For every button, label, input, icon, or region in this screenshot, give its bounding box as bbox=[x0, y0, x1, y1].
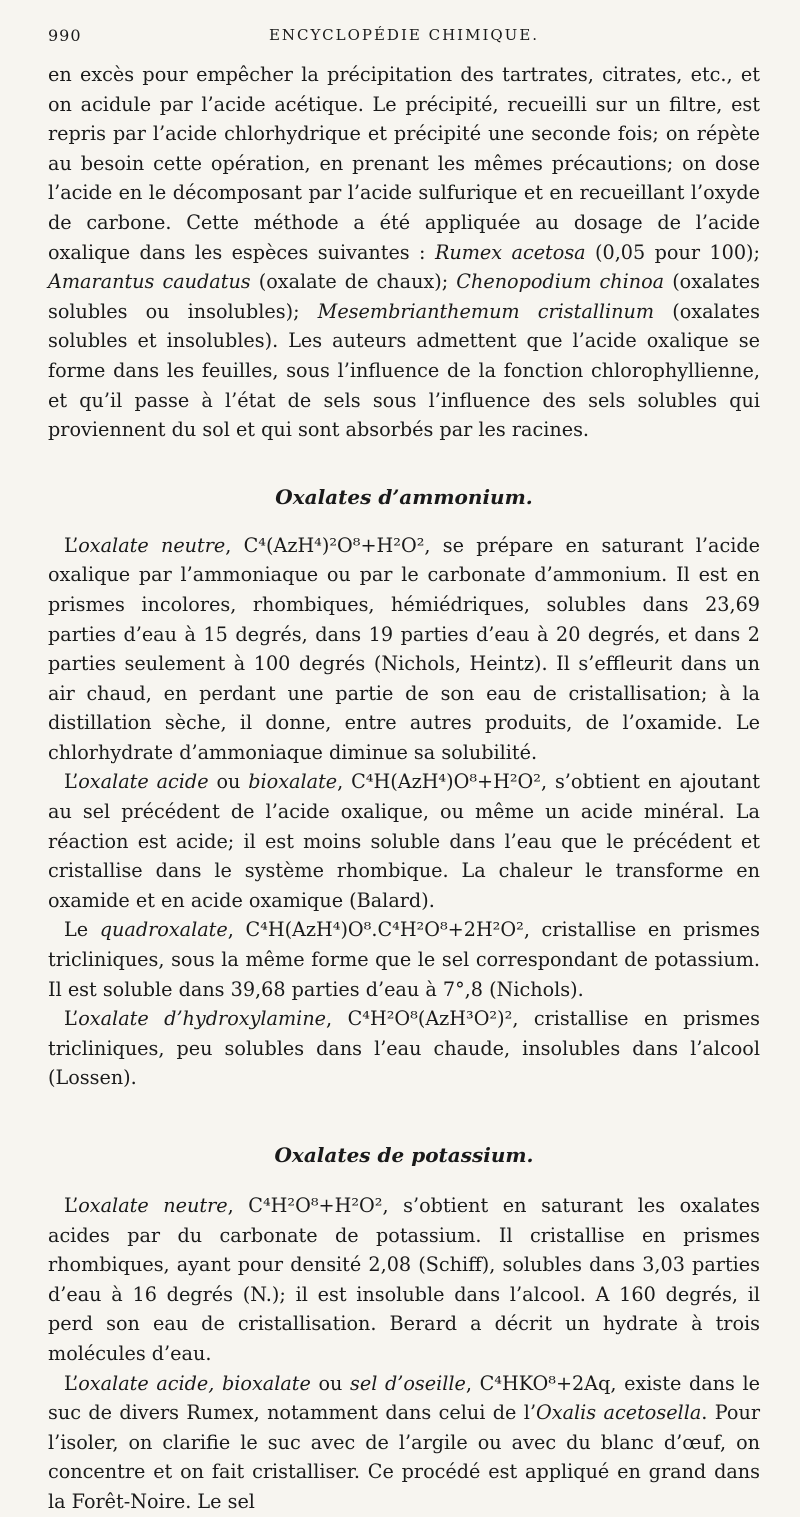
page-number: 990 bbox=[48, 26, 82, 45]
paragraph-hydroxylamine: L’oxalate d’hydroxylamine, C⁴H²O⁸(AzH³O²)², cristallise en prismes tricliniques, peu solubles dans l’eau chaude, insolubles dans l’alcool (Lossen). bbox=[48, 1007, 761, 1090]
paragraph-potassium-neutral: L’oxalate neutre, C⁴H²O⁸+H²O², s’obtient en saturant les oxalates acides par du carbonate de potassium. Il cristallise en prismes rhombiques, ayant pour densité 2,08 (Schiff), solubles dans 3,03 parties d’eau à 16 degrés (N.); il est insoluble dans l’alcool. A 160 degrés, il perd son eau de cristallisation. Berard a décrit un hydrate à trois molécules d’eau. bbox=[48, 1194, 760, 1365]
paragraph-potassium-acid: L’oxalate acide, bioxalate ou sel d’oseille, C⁴HKO⁸+2Aq, existe dans le suc de divers Rumex, notamment dans celui de l’Oxalis acetosella. Pour l’isoler, on clarifie le suc avec de l’argile ou avec du blanc d’œuf, on concentre et on fait cristalliser. Ce procédé est appliqué en grand dans la Forêt-Noire. Le sel bbox=[48, 1371, 760, 1513]
paragraph-quadroxalate: Le quadroxalate, C⁴H(AzH⁴)O⁸.C⁴H²O⁸+2H²O², cristallise en prismes tricliniques, sous la même forme que le sel correspondant de potassium. Il est soluble dans 39,68 parties d’eau à 7°,8 (Nichols). bbox=[48, 918, 761, 1001]
species-name: Chenopodium chinoa bbox=[456, 270, 665, 294]
intro-paragraph: en excès pour empêcher la précipitation des tartrates, citrates, etc., et on acidule par l’acide acétique. Le précipité, recueilli sur un filtre, est repris par l’acide chlorhydrique et précipité une seconde fois; on répète au besoin cette opération, en prenant les mêmes précautions; on dose l’acide en le décomposant par l’acide sulfurique et en recueillant l’oxyde de carbone. Cette méthode a été appliquée au dosage de l’acide oxalique dans les espèces suivantes : Rumex acetosa (0,05 pour 100); Amarantus caudatus (oxalate de chaux); Chenopodium chinoa (oxalates solubles ou insolubles); Mesembrianthemum cristallinum (oxalates solubles et insolubles). Les auteurs admettent que l’acide oxalique se forme dans les feuilles, sous l’influence de la fonction chlorophyllienne, et qu’il passe à l’état de sels sous l’influence des sels solubles qui proviennent du sol et qui sont absorbés par les racines. bbox=[48, 63, 760, 442]
species-name: Amarantus caudatus bbox=[48, 270, 251, 294]
paragraph-ammonium-neutral: L’oxalate neutre, C⁴(AzH⁴)²O⁸+H²O², se prépare en saturant l’acide oxalique par l’ammoniaque ou par le carbonate d’ammonium. Il est en prismes incolores, rhombiques, hémiédriques, solubles dans 23,69 parties d’eau à 15 degrés, dans 19 parties d’eau à 20 degrés, et dans 2 parties seulement à 100 degrés (Nichols, Heintz). Il s’effleurit dans un air chaud, en perdant une partie de son eau de cristallisation; à la distillation sèche, il donne, entre autres produits, de l’oxamide. Le chlorhydrate d’ammoniaque diminue sa solubilité. bbox=[48, 533, 760, 764]
running-header bbox=[48, 22, 760, 52]
running-title: ENCYCLOPÉDIE CHIMIQUE. bbox=[268, 26, 540, 44]
section-heading-ammonium: Oxalates d’ammonium. bbox=[275, 484, 533, 509]
species-name: Rumex acetosa bbox=[434, 240, 586, 264]
section-heading-potassium: Oxalates de potassium. bbox=[274, 1143, 534, 1167]
paragraph-ammonium-acid: L’oxalate acide ou bioxalate, C⁴H(AzH⁴)O⁸+H²O², s’obtient en ajoutant au sel précédent de l’acide oxalique, ou même un acide minéral. La réaction est acide; il est moins soluble dans l’eau que le précédent et cristallise dans le système rhombique. La chaleur le transforme en oxamide et en acide oxamique (Balard). bbox=[48, 770, 761, 912]
species-name: Mesembrianthemum cristallinum bbox=[317, 299, 655, 323]
intro-block bbox=[48, 60, 760, 445]
